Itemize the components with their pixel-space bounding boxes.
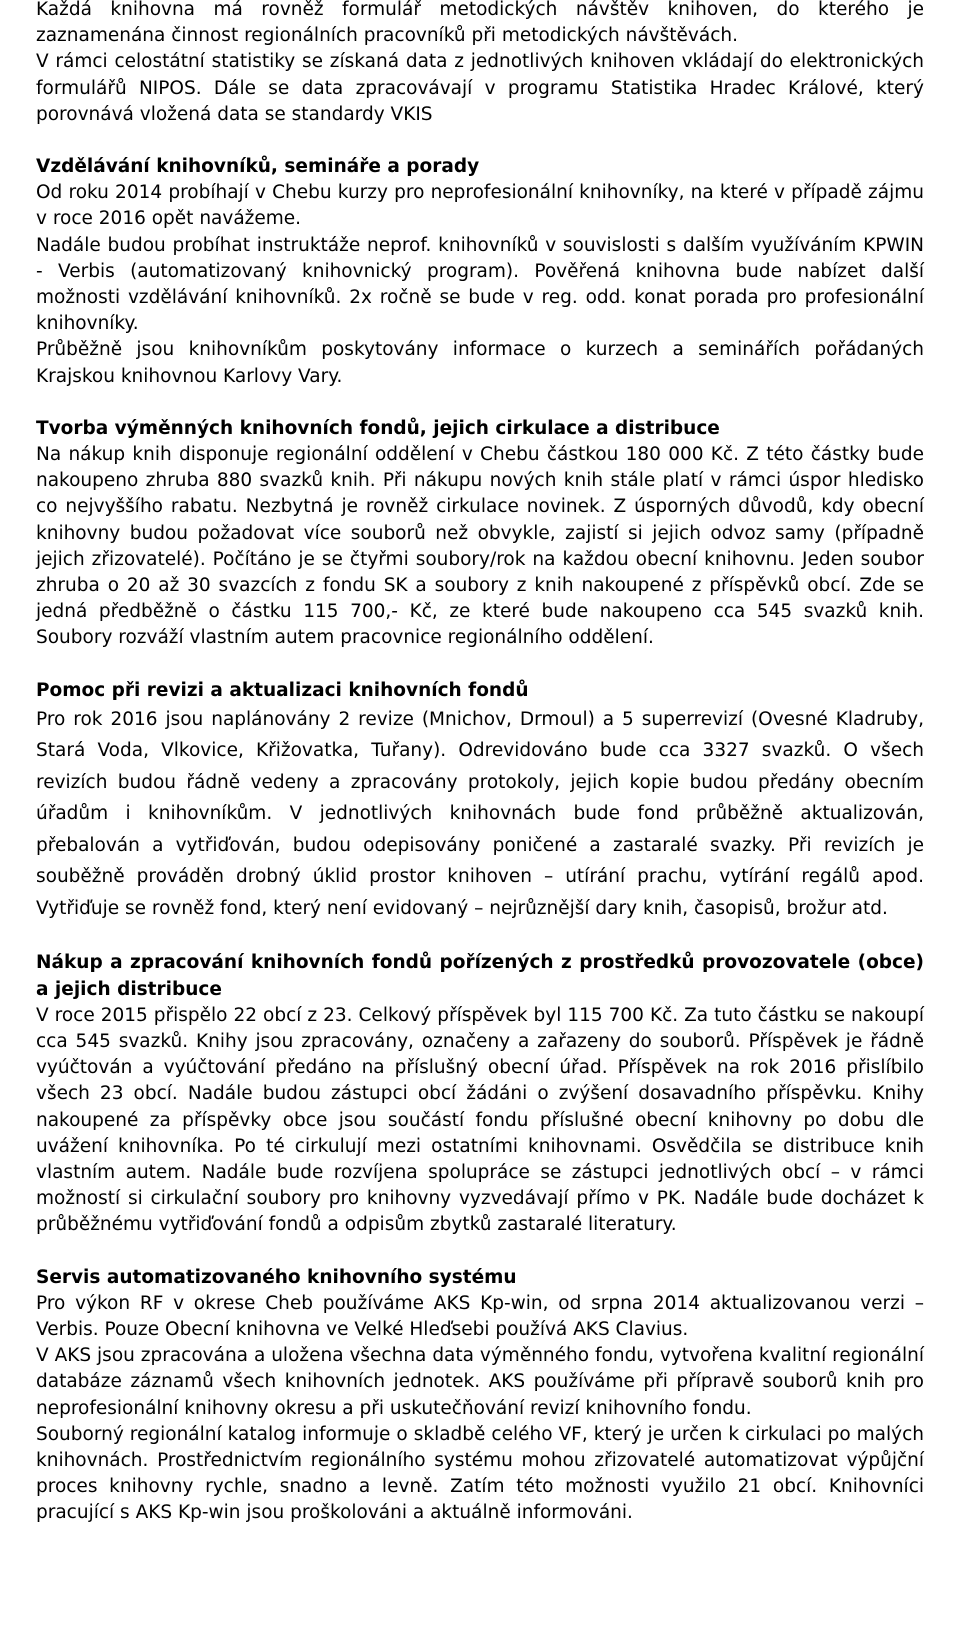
section-purchase bbox=[36, 950, 924, 1238]
intro-paragraph: V rámci celostátní statistiky se získaná data z jednotlivých knihoven vkládají do elektronických formulářů NIPOS. Dále se data zpracovávají v programu Statistika Hradec Králové, který porovnává vložená data se standardy VKIS bbox=[36, 51, 924, 125]
section-paragraph: Pro rok 2016 jsou naplánovány 2 revize (Mnichov, Drmoul) a 5 superrevizí (Ovesné Kladruby, Stará Voda, Vlkovice, Křižovatka, Tuřany). Odrevidováno bude cca 3327 svazků. O všech revizích budou řádně vedeny a zpracovány protokoly, jejich kopie budou předány obecním úřadům i knihovníkům. V jednotlivých knihovnách bude fond průběžně aktualizován, přebalován a vytřiďován, budou odepisovány poničené a zastaralé svazky. Při revizích je souběžně prováděn drobný úklid prostor knihoven – utírání prachu, vytírání regálů apod. Vytřiďuje se rovněž fond, který není evidovaný – nejrůznější dary knih, časopisů, brožur atd. bbox=[36, 708, 924, 919]
section-heading: Vzdělávání knihovníků, semináře a porady bbox=[36, 156, 480, 178]
section-exchange-funds bbox=[36, 416, 924, 652]
section-heading: Servis automatizovaného knihovního systému bbox=[36, 1266, 517, 1288]
intro-paragraph: Každá knihovna má rovněž formulář metodických návštěv knihoven, do kterého je zaznamenána činnost regionálních pracovníků při metodických návštěvách. bbox=[36, 0, 924, 47]
section-paragraph: Pro výkon RF v okrese Cheb používáme AKS Kp-win, od srpna 2014 aktualizovanou verzi – Verbis. Pouze Obecní knihovna ve Velké Hleďsebi používá AKS Clavius. bbox=[36, 1292, 924, 1341]
section-library-system bbox=[36, 1265, 924, 1527]
section-paragraph: Nadále budou probíhat instruktáže neprof. knihovníků v souvislosti s dalším využíváním KPWIN - Verbis (automatizovaný knihovnický program). Pověřená knihovna bude nabízet další možnosti vzdělávání knihovníků. 2x ročně se bude v reg. odd. konat porada pro profesionální knihovníky. bbox=[36, 234, 924, 335]
section-paragraph: Na nákup knih disponuje regionální oddělení v Chebu částkou 180 000 Kč. Z této částky bude nakoupeno zhruba 880 svazků knih. Při nákupu nových knih stále platí v rámci úspor hledisko co nejvyššího rabatu. Nezbytná je rovněž cirkulace novinek. Z úsporných důvodů, kdy obecní knihovny budou požadovat více souborů než obvykle, zajistí si jejich odvoz samy (případně jejich zřizovatelé). Počítáno je se čtyřmi soubory/rok na každou obecní knihovnu. Jeden soubor zhruba o 20 až 30 svazcích z fondu SK a soubory z knih nakoupené z příspěvků obcí. Zde se jedná předběžně o částku 115 700,- Kč, ze které bude nakoupeno cca 545 svazků knih. Soubory rozváží vlastním autem pracovnice regionálního oddělení. bbox=[36, 444, 924, 649]
section-heading: Pomoc při revizi a aktualizaci knihovních fondů bbox=[36, 679, 529, 701]
section-paragraph: Průběžně jsou knihovníkům poskytovány informace o kurzech a seminářích pořádaných Krajskou knihovnou Karlovy Vary. bbox=[36, 339, 924, 387]
section-education bbox=[36, 154, 924, 390]
intro-block bbox=[36, 0, 924, 128]
section-paragraph: Od roku 2014 probíhají v Chebu kurzy pro neprofesionální knihovníky, na které v případě zájmu v roce 2016 opět navážeme. bbox=[36, 182, 924, 230]
section-revision bbox=[36, 678, 924, 925]
section-heading: Nákup a zpracování knihovních fondů pořízených z prostředků provozovatele (obce) a jejich distribuce bbox=[36, 952, 924, 1000]
section-paragraph: Souborný regionální katalog informuje o skladbě celého VF, který je určen k cirkulaci po malých knihovnách. Prostřednictvím regionálního systému mohou zřizovatelé automatizovat výpůjční proces knihovny rychle, snadno a levně. Zatím této možnosti využilo 21 obcí. Knihovníci pracující s AKS Kp-win jsou proškolováni a aktuálně informováni. bbox=[36, 1423, 924, 1524]
section-paragraph: V AKS jsou zpracována a uložena všechna data výměnného fondu, vytvořena kvalitní regionální databáze záznamů všech knihovních jednotek. AKS používáme při přípravě souborů knih pro neprofesionální knihovny okresu a při uskutečňování revizí knihovního fondu. bbox=[36, 1345, 924, 1419]
section-heading: Tvorba výměnných knihovních fondů, jejich cirkulace a distribuce bbox=[36, 417, 720, 439]
section-paragraph: V roce 2015 přispělo 22 obcí z 23. Celkový příspěvek byl 115 700 Kč. Za tuto částku se nakoupí cca 545 svazků. Knihy jsou zpracovány, označeny a zařazeny do souborů. Příspěvek je řádně vyúčtován a vyúčtování předáno na příslušný obecní úřad. Příspěvek na rok 2016 přislíbilo všech 23 obcí. Nadále budou zástupci obcí žádáni o zvýšení dosavadního příspěvku. Knihy nakoupené za příspěvky obce jsou součástí fondu příslušné obecní knihovny po dobu dle uvážení knihovníka. Po té cirkulují mezi ostatními knihovnami. Osvědčila se distribuce knih vlastním autem. Nadále bude rozvíjena spolupráce se zástupci jednotlivých obcí – v rámci možností si cirkulační soubory pro knihovny vyzvedávají přímo v PK. Nadále bude docházet k průběžnému vytřiďování fondů a odpisům zbytků zastaralé literatury. bbox=[36, 1004, 924, 1236]
